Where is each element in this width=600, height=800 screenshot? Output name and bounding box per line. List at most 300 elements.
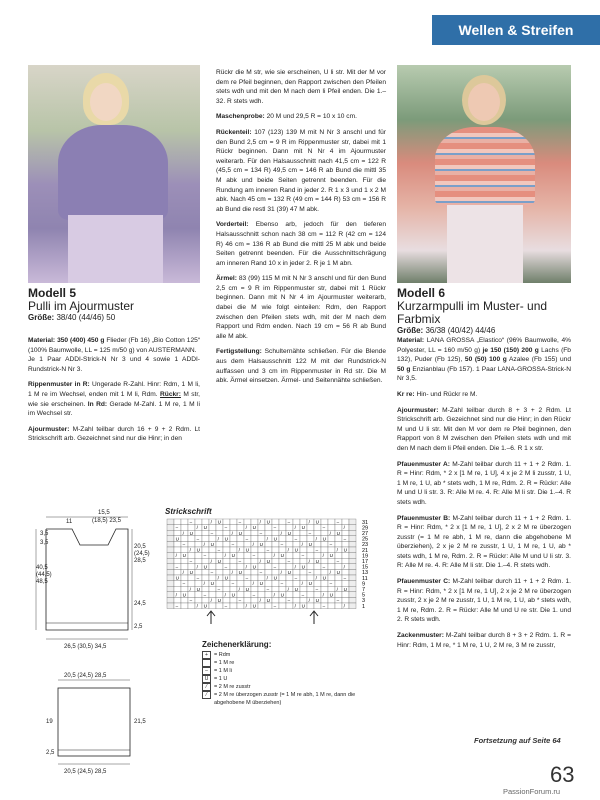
chart-cell bbox=[307, 586, 314, 592]
chart-symbol: U bbox=[287, 570, 291, 575]
chart-symbol: U bbox=[189, 530, 193, 536]
chart-cell bbox=[244, 558, 251, 564]
chart-row-number: 27 bbox=[362, 531, 369, 537]
chart-cell bbox=[181, 558, 188, 564]
chart-symbol: – bbox=[315, 586, 319, 592]
chart-cell bbox=[195, 541, 202, 547]
chart-cell bbox=[258, 553, 265, 559]
chart-symbol: / bbox=[259, 558, 261, 564]
chart-symbol: – bbox=[252, 553, 256, 559]
chart-cell bbox=[167, 530, 174, 536]
chart-row-number: 5 bbox=[362, 592, 366, 599]
chart-symbol: – bbox=[266, 547, 270, 553]
chart-symbol: – bbox=[322, 603, 326, 609]
chart-symbol: – bbox=[196, 575, 200, 581]
chart-symbol: / bbox=[315, 575, 317, 581]
chart-symbol: / bbox=[203, 542, 205, 547]
chart-symbol: – bbox=[252, 592, 256, 598]
chart-cell bbox=[188, 536, 195, 542]
chart-cell bbox=[202, 575, 209, 581]
dim-side: 24,5 bbox=[134, 601, 146, 607]
chart-symbol: – bbox=[196, 536, 200, 542]
chart-cell bbox=[342, 581, 349, 587]
chart-arrows bbox=[196, 610, 346, 626]
chart-cell bbox=[258, 536, 265, 542]
sleeve-dim-left: 19 bbox=[46, 719, 53, 725]
sleeve-schematic bbox=[28, 668, 160, 780]
legend-item: – = 1 M li bbox=[202, 667, 382, 675]
chart-symbol: / bbox=[196, 564, 198, 570]
chart-symbol: / bbox=[343, 525, 345, 531]
chart-cell bbox=[349, 525, 356, 531]
dim-shoulder-a: 15,5 bbox=[98, 510, 110, 516]
chart-cell bbox=[216, 553, 223, 559]
chart-cell bbox=[293, 569, 300, 575]
chart-symbol: U bbox=[336, 570, 340, 575]
chart-cell bbox=[328, 597, 335, 603]
chart-cell bbox=[307, 525, 314, 531]
chart-cell bbox=[181, 575, 188, 581]
chart-cell bbox=[286, 536, 293, 542]
chart-symbol: / bbox=[210, 558, 212, 564]
chart-symbol: – bbox=[315, 547, 319, 553]
chart-cell bbox=[209, 575, 216, 581]
chart-cell bbox=[349, 564, 356, 570]
page-number: 63 bbox=[550, 762, 575, 787]
chart-cell bbox=[321, 569, 328, 575]
model5-subtitle: Pulli im Ajourmuster bbox=[28, 299, 135, 313]
chart-symbol: – bbox=[287, 519, 291, 525]
chart-cell bbox=[230, 575, 237, 581]
left-arrow-icon bbox=[207, 611, 215, 624]
chart-symbol: / bbox=[189, 547, 191, 553]
chart-cell bbox=[195, 569, 202, 575]
chart-cell bbox=[328, 525, 335, 531]
chart-cell bbox=[293, 519, 300, 525]
sleeve-dim-bottom: 20,5 (24,5) 28,5 bbox=[64, 769, 107, 775]
chart-symbol: / bbox=[294, 564, 296, 570]
chart-cell bbox=[258, 592, 265, 598]
chart-cell bbox=[307, 553, 314, 559]
chart-cell bbox=[188, 603, 195, 609]
chart-cell bbox=[181, 603, 188, 609]
chart-cell bbox=[167, 581, 174, 587]
chart-cell bbox=[237, 603, 244, 609]
chart-cell bbox=[209, 564, 216, 570]
chart-symbol: U bbox=[252, 525, 256, 531]
chart-cell bbox=[251, 575, 258, 581]
chart-symbol: / bbox=[308, 519, 310, 525]
chart-cell bbox=[279, 525, 286, 531]
chart-cell bbox=[181, 525, 188, 531]
dim-width: 26,5 (30,5) 34,5 bbox=[64, 644, 107, 650]
chart-cell bbox=[244, 541, 251, 547]
chart-row-number: 31 bbox=[362, 519, 369, 526]
chart-cell bbox=[342, 553, 349, 559]
legend-item: = 1 M re bbox=[202, 659, 382, 667]
chart-cell bbox=[181, 519, 188, 525]
chart-symbol: – bbox=[182, 581, 186, 587]
chart-cell bbox=[321, 586, 328, 592]
chart-cell bbox=[167, 525, 174, 531]
chart-cell bbox=[349, 547, 356, 553]
chart-symbol: – bbox=[238, 558, 242, 564]
chart-cell bbox=[216, 530, 223, 536]
chart-cell bbox=[202, 586, 209, 592]
dim-length-a: 40,5 bbox=[36, 565, 48, 571]
chart-symbol: U bbox=[182, 592, 186, 598]
chart-cell bbox=[272, 558, 279, 564]
chart-symbol: U bbox=[217, 598, 221, 603]
chart-symbol: / bbox=[182, 530, 184, 536]
chart-cell bbox=[293, 597, 300, 603]
chart-symbol: / bbox=[280, 570, 282, 575]
chart-cell bbox=[286, 541, 293, 547]
chart-symbol: – bbox=[210, 530, 214, 536]
chart-cell bbox=[167, 586, 174, 592]
chart-symbol: – bbox=[217, 547, 221, 553]
chart-symbol: U bbox=[210, 542, 214, 547]
chart-cell bbox=[328, 564, 335, 570]
chart-cell bbox=[265, 525, 272, 531]
chart-symbol: / bbox=[329, 570, 331, 575]
chart-cell bbox=[216, 569, 223, 575]
chart-row-number: 15 bbox=[362, 564, 369, 571]
chart-cell bbox=[209, 525, 216, 531]
chart-symbol: U bbox=[301, 525, 305, 531]
chart-cell bbox=[195, 581, 202, 587]
chart-cell bbox=[265, 541, 272, 547]
chart-cell bbox=[321, 547, 328, 553]
chart-cell bbox=[202, 536, 209, 542]
chart-symbol: U bbox=[196, 586, 200, 592]
chart-cell bbox=[335, 536, 342, 542]
chart-cell bbox=[349, 592, 356, 598]
chart-cell bbox=[195, 558, 202, 564]
chart-symbol: – bbox=[210, 570, 214, 575]
chart-symbol: U bbox=[245, 586, 249, 592]
chart-symbol: – bbox=[287, 598, 291, 603]
chart-cell bbox=[237, 564, 244, 570]
sleeve-dim-right: 21,5 bbox=[134, 719, 146, 725]
chart-row-number: 29 bbox=[362, 525, 369, 532]
chart-row-number: 7 bbox=[362, 587, 366, 593]
chart-cell bbox=[223, 547, 230, 553]
chart-symbol: – bbox=[343, 536, 347, 542]
chart-cell bbox=[328, 603, 335, 609]
chart-symbol: U bbox=[329, 553, 333, 559]
chart-symbol: / bbox=[210, 519, 212, 525]
chart-symbol: U bbox=[280, 592, 284, 598]
chart-symbol: – bbox=[329, 581, 333, 587]
chart-row-number: 23 bbox=[362, 542, 369, 549]
chart-cell bbox=[272, 581, 279, 587]
chart-symbol: – bbox=[329, 542, 333, 547]
chart-cell bbox=[279, 597, 286, 603]
chart-symbol: U bbox=[217, 519, 221, 525]
model5-header bbox=[28, 287, 200, 322]
chart-symbol: U bbox=[252, 603, 256, 609]
chart-cell bbox=[335, 525, 342, 531]
chart-cell bbox=[195, 553, 202, 559]
chart-cell bbox=[328, 575, 335, 581]
chart-cell bbox=[223, 558, 230, 564]
chart-cell bbox=[279, 558, 286, 564]
chart-cell bbox=[216, 564, 223, 570]
chart-symbol: / bbox=[322, 553, 324, 559]
chart-cell bbox=[174, 541, 181, 547]
chart-cell bbox=[342, 597, 349, 603]
chart-symbol: – bbox=[336, 519, 340, 525]
chart-symbol: U bbox=[266, 519, 270, 525]
dim-neck-depth-a: 3,5 bbox=[40, 531, 49, 537]
chart-symbol: – bbox=[224, 525, 228, 531]
chart-cell bbox=[328, 536, 335, 542]
chart-cell bbox=[321, 530, 328, 536]
chart-cell bbox=[349, 519, 356, 525]
chart-symbol: – bbox=[294, 536, 298, 542]
chart-symbol: U bbox=[301, 603, 305, 609]
chart-cell bbox=[230, 558, 237, 564]
chart-cell bbox=[223, 597, 230, 603]
continued-note: Fortsetzung auf Seite 64 bbox=[474, 736, 561, 745]
chart-symbol: / bbox=[301, 581, 303, 587]
dim-length-c: 48,5 bbox=[36, 579, 48, 585]
chart-cell bbox=[202, 558, 209, 564]
chart-symbol: – bbox=[301, 553, 305, 559]
chart-symbol: U bbox=[189, 570, 193, 575]
chart-symbol: – bbox=[203, 553, 207, 559]
chart-cell bbox=[209, 536, 216, 542]
sleeve-dim-top: 20,5 (24,5) 28,5 bbox=[64, 673, 107, 679]
chart-cell bbox=[314, 530, 321, 536]
dim-armhole-a: 20,5 bbox=[134, 544, 146, 550]
chart-cell bbox=[265, 581, 272, 587]
site-watermark: PassionForum.ru bbox=[503, 787, 561, 796]
chart-cell bbox=[209, 592, 216, 598]
chart-symbol: / bbox=[273, 553, 275, 559]
chart-symbol: – bbox=[224, 564, 228, 570]
chart-cell bbox=[272, 519, 279, 525]
chart-cell bbox=[230, 564, 237, 570]
chart-cell bbox=[286, 525, 293, 531]
chart-symbol: U bbox=[203, 603, 207, 609]
chart-cell bbox=[174, 558, 181, 564]
chart-symbol: – bbox=[224, 603, 228, 609]
chart-cell bbox=[300, 575, 307, 581]
chart-cell bbox=[258, 564, 265, 570]
chart-cell bbox=[174, 569, 181, 575]
knitting-chart bbox=[165, 517, 380, 609]
chart-symbol: / bbox=[259, 519, 261, 525]
chart-row-number: 3 bbox=[362, 598, 366, 605]
chart-cell bbox=[342, 541, 349, 547]
chart-cell bbox=[216, 592, 223, 598]
chart-cell bbox=[223, 569, 230, 575]
chart-cell bbox=[209, 553, 216, 559]
chart-cell bbox=[314, 581, 321, 587]
chart-cell bbox=[223, 519, 230, 525]
chart-cell bbox=[307, 547, 314, 553]
chart-symbol: – bbox=[259, 530, 263, 536]
chart-row-number: 11 bbox=[362, 575, 368, 582]
chart-cell bbox=[174, 547, 181, 553]
chart-symbol: / bbox=[245, 525, 247, 531]
chart-symbol: – bbox=[336, 598, 340, 603]
chart-cell bbox=[279, 603, 286, 609]
legend-item: U = 1 U bbox=[202, 675, 382, 683]
chart-symbol: U bbox=[252, 564, 256, 570]
chart-symbol: U bbox=[315, 598, 319, 603]
chart-row-number: 13 bbox=[362, 570, 369, 577]
chart-symbol: – bbox=[238, 519, 242, 525]
chart-symbol: U bbox=[210, 581, 214, 587]
chart-cell bbox=[223, 530, 230, 536]
chart-cell bbox=[216, 603, 223, 609]
chart-cell bbox=[167, 519, 174, 525]
chart-symbol: – bbox=[266, 586, 270, 592]
chart-cell bbox=[258, 575, 265, 581]
chart-cell bbox=[209, 586, 216, 592]
chart-symbol: / bbox=[336, 547, 338, 553]
chart-cell bbox=[244, 569, 251, 575]
chart-symbol: U bbox=[266, 598, 270, 603]
chart-symbol: U bbox=[294, 547, 298, 553]
chart-cell bbox=[349, 586, 356, 592]
chart-symbol: U bbox=[259, 542, 263, 547]
chart-symbol: U bbox=[273, 575, 277, 581]
chart-cell bbox=[286, 592, 293, 598]
model5-title: Modell 5 bbox=[28, 286, 77, 300]
chart-symbol: / bbox=[329, 530, 331, 536]
chart-title: Strickschrift bbox=[165, 507, 212, 516]
chart-symbol: / bbox=[252, 542, 254, 547]
chart-symbol: – bbox=[280, 542, 284, 547]
chart-symbol: U bbox=[343, 586, 347, 592]
legend-item: ⁄ = 2 M re überzogen zusstr (= 1 M re abh, 1 M re, dann die abgehobene M überziehen) bbox=[202, 691, 382, 707]
dim-armhole-c: 28,5 bbox=[134, 558, 146, 564]
chart-cell bbox=[181, 597, 188, 603]
dim-length-b: (44,5) bbox=[36, 572, 52, 578]
chart-cell bbox=[223, 581, 230, 587]
chart-symbol: – bbox=[189, 519, 193, 525]
chart-cell bbox=[272, 597, 279, 603]
chart-cell bbox=[265, 603, 272, 609]
chart-cell bbox=[293, 530, 300, 536]
chart-cell bbox=[174, 586, 181, 592]
chart-cell bbox=[293, 592, 300, 598]
chart-cell bbox=[244, 553, 251, 559]
model5-col1: Material: 350 (400) 450 g Flieder (Fb 16) „Bio Cotton 125“ (100% Baumwolle, LL = 125 m/50 g) von AUSTERMANN. Je 1 Paar ADDI-Strick-N Nr 3 und 4 sowie 1 ADDI-Rundstrick-N Nr 3. Rippenmuster in R: Ungerade R-Zahl. Hinr: Rdm, 1 M li, 1 M re im Wechsel, enden mit 1 M li, Rdm. Rückr: M str, wie sie erscheinen. In Rd: Gerade M-Zahl. 1 M re, 1 M li im Wechsel str. Ajourmuster: M-Zahl teilbar durch 16 + 9 + 2 Rdm. Lt Strickschrift arb. Gezeichnet sind nur die Hinr; in den bbox=[28, 337, 200, 443]
chart-symbol: – bbox=[322, 564, 326, 570]
chart-cell bbox=[167, 536, 174, 542]
sleeve-dim-rib: 2,5 bbox=[46, 750, 55, 756]
chart-cell bbox=[195, 530, 202, 536]
chart-cell bbox=[230, 603, 237, 609]
chart-symbol: / bbox=[301, 542, 303, 547]
legend-items bbox=[202, 651, 382, 707]
chart-row-number: 25 bbox=[362, 536, 369, 543]
chart-symbol: – bbox=[245, 575, 249, 581]
chart-symbol: – bbox=[203, 592, 207, 598]
chart-cell bbox=[223, 541, 230, 547]
chart-cell bbox=[279, 519, 286, 525]
chart-cell bbox=[251, 597, 258, 603]
chart-cell bbox=[293, 541, 300, 547]
chart-cell bbox=[307, 564, 314, 570]
chart-symbol: – bbox=[308, 530, 312, 536]
chart-symbol: U bbox=[217, 558, 221, 564]
chart-cell bbox=[286, 553, 293, 559]
chart-cell bbox=[349, 541, 356, 547]
chart-cell bbox=[223, 586, 230, 592]
chart-cell bbox=[349, 581, 356, 587]
chart-cell bbox=[300, 597, 307, 603]
chart-cell bbox=[335, 541, 342, 547]
chart-symbol: – bbox=[273, 564, 277, 570]
chart-symbol: / bbox=[259, 598, 261, 603]
chart-cell bbox=[279, 586, 286, 592]
chart-symbol: – bbox=[175, 564, 179, 570]
chart-cell bbox=[216, 541, 223, 547]
legend-title: Zeichenerklärung: bbox=[202, 640, 272, 649]
chart-cell bbox=[314, 569, 321, 575]
chart-cell bbox=[335, 592, 342, 598]
chart-cell bbox=[349, 575, 356, 581]
chart-cell bbox=[181, 564, 188, 570]
chart-symbol: / bbox=[175, 553, 177, 559]
chart-symbol: / bbox=[343, 603, 345, 609]
chart-cell bbox=[286, 581, 293, 587]
chart-symbol: U bbox=[259, 581, 263, 587]
chart-cell bbox=[321, 541, 328, 547]
chart-cell bbox=[167, 558, 174, 564]
chart-symbol: / bbox=[182, 570, 184, 575]
chart-cell bbox=[349, 597, 356, 603]
chart-cell bbox=[174, 530, 181, 536]
chart-symbol: U bbox=[308, 542, 312, 547]
chart-symbol: – bbox=[175, 603, 179, 609]
dim-neck-depth-b: 3,5 bbox=[40, 540, 49, 546]
chart-cell bbox=[300, 586, 307, 592]
chart-symbol: / bbox=[343, 564, 345, 570]
chart-symbol: U bbox=[336, 530, 340, 536]
body-schematic bbox=[28, 505, 160, 677]
chart-cell bbox=[321, 519, 328, 525]
chart-symbol: / bbox=[175, 592, 177, 598]
chart-cell bbox=[279, 575, 286, 581]
chart-cell bbox=[314, 564, 321, 570]
chart-cell bbox=[174, 597, 181, 603]
chart-symbol: – bbox=[301, 592, 305, 598]
chart-symbol: U bbox=[238, 530, 242, 536]
chart-cell bbox=[342, 519, 349, 525]
chart-cell bbox=[335, 581, 342, 587]
chart-cell bbox=[328, 586, 335, 592]
chart-symbol: – bbox=[182, 542, 186, 547]
chart-symbol: / bbox=[203, 581, 205, 587]
chart-cell bbox=[307, 575, 314, 581]
chart-cell bbox=[279, 536, 286, 542]
chart-cell bbox=[279, 547, 286, 553]
chart-cell bbox=[188, 541, 195, 547]
chart-cell bbox=[209, 547, 216, 553]
chart-symbol: U bbox=[245, 547, 249, 553]
model5-col2: Rückr die M str, wie sie erscheinen, U li str. Mit der M vor dem re Pfeil beginnen, den Rapport zwischen den Pfeilen stets wdh und mit den M nach dem li Pfeil enden. Die 1.–32. R stets wdh. Maschenprobe: 20 M und 29,5 R = 10 x 10 cm. Rückenteil: 107 (123) 139 M mit N Nr 3 anschl und für den Bund 2,5 cm = 9 R im Rippenmuster str, dabei mit 1 Rückr beginnen. Dann mit N Nr 4 im Ajourmuster weiterarb. Für den Halsausschnitt nach 41,5 cm = 122 R (45,5 cm = 134 R) 49,5 cm = 146 R ab Bund die mittl 35 M abk und beide Seiten getrennt beenden. Für die Rundung am inneren Rand in jeder 2. R 1 x 3 und 1 x 2 M abk. Nach 45 cm = 132 R (49 cm = 144 R) 53 cm = 156 R ab Bund die restl 31 (39) 47 M abk. Vorderteil: Ebenso arb, jedoch für den tieferen Halsausschnitt schon nach 38 cm = 112 R (42 cm = 124 R) 46 cm = 136 R ab Bund die mittl 25 M abk und beide Seiten getrennt beenden. Für die Ausschnittschrägung am inneren Rand 10 x in jeder 2. R je 1 M abn. Ärmel: 83 (99) 115 M mit N Nr 3 anschl und für den Bund 2,5 cm = 9 R im Rippenmuster str, dabei mit 1 Rückr beginnen. Dann mit N Nr 4 im Ajourmuster weiterarb, dabei die M wie folgt einteilen: Rdm, den Rapport zwischen den Pfeilen stets wdh, mit der M nach dem Rapport und Rdm enden. Nach 19 cm = 56 R ab Bund alle M abk. Fertigstellung: Schulternähte schließen. Für die Blende aus dem Halsausschnitt 122 M mit der Rundstrick-N auffassen und 3 cm im Rippenmuster in Rd str. Die M abk. Ärmel einsetzen. Ärmel- und Seitennähte schließen. bbox=[216, 69, 386, 385]
chart-symbol: / bbox=[315, 536, 317, 542]
chart-cell bbox=[314, 553, 321, 559]
chart-cell bbox=[244, 530, 251, 536]
